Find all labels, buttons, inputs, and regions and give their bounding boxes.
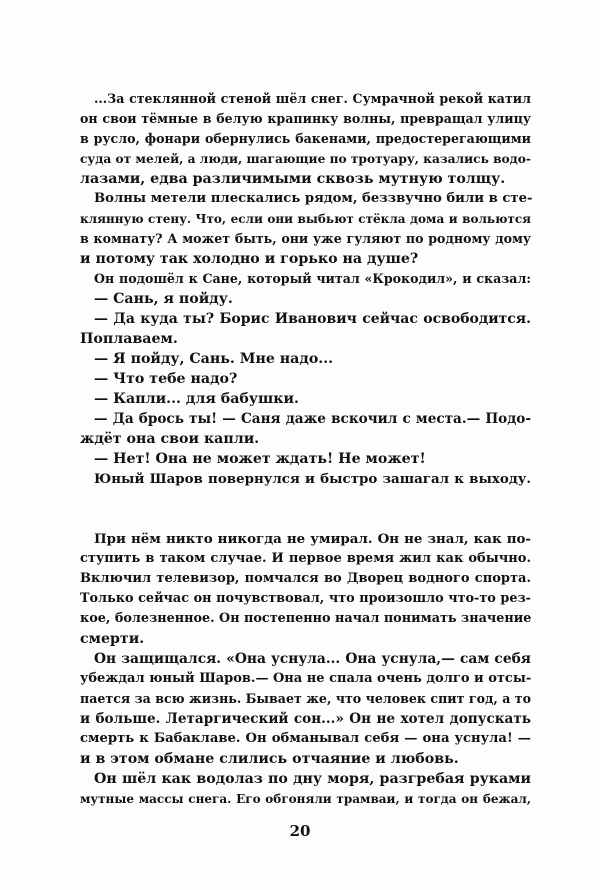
text-line: ...За стеклянной стеной шёл снег. Сумрачной рекой катил	[94, 91, 531, 106]
text-line: ждёт она свои капли.	[80, 431, 260, 447]
text-line: Включил телевизор, помчался во Дворец водного спорта.	[80, 571, 531, 586]
text-line: Он шёл как водолаз по дну моря, разгребая руками	[94, 771, 531, 787]
text-line: лазами, едва различимыми сквозь мутную толщу.	[80, 171, 506, 187]
text-line: — Нет! Она не может ждать! Не может!	[94, 451, 426, 467]
text-line: смерти.	[80, 631, 145, 647]
text-line: Волны метели плескались рядом, беззвучно били в сте-	[94, 191, 533, 206]
text-line: ступить в таком случае. И первое время жил как обычно.	[80, 551, 531, 566]
text-line: и в этом обмане слились отчаяние и любовь.	[80, 751, 459, 767]
text-line: и потому так холодно и горько на душе?	[80, 251, 419, 267]
text-line: Только сейчас он почувствовал, что произошло что-то рез-	[80, 591, 531, 606]
text-line: кое, болезненное. Он постепенно начал понимать значение	[80, 611, 532, 626]
text-line: Юный Шаров повернулся и быстро зашагал к выходу.	[94, 471, 531, 487]
text-line: — Да куда ты? Борис Иванович сейчас освободится.	[94, 311, 531, 327]
text-line: и больше. Летаргический сон...» Он не хотел допускать	[80, 711, 531, 727]
text-line: Он подошёл к Сане, который читал «Крокодил», и сказал:	[94, 271, 531, 286]
text-line: мутные массы снега. Его обгоняли трамваи, и тогда он бежал,	[80, 792, 531, 806]
text-line: — Капли... для бабушки.	[94, 391, 299, 407]
text-line: Поплаваем.	[80, 331, 178, 347]
text-line: — Да брось ты! — Саня даже вскочил с места.— Подо-	[94, 411, 531, 427]
text-line: Он защищался. «Она уснула... Она уснула,— сам себя	[94, 651, 531, 667]
text-line: — Что тебе надо?	[94, 371, 238, 387]
text-line: — Я пойду, Сань. Мне надо...	[94, 351, 334, 367]
text-line: При нём никто никогда не умирал. Он не знал, как по-	[94, 531, 531, 547]
text-line: убеждал юный Шаров.— Она не спала очень долго и отсы-	[80, 671, 532, 686]
text-line: клянную стену. Что, если они выбьют стёкла дома и вольются	[80, 212, 531, 226]
text-line: пается за всю жизнь. Бывает же, что человек спит год, а то	[80, 691, 531, 706]
text-line: в русло, фонари обернулись бакенами, предостерегающими	[80, 131, 531, 146]
page-number: 20	[289, 822, 311, 840]
text-line: он свои тёмные в белую крапинку волны, превращал улицу	[80, 111, 531, 126]
text-line: в комнату? А может быть, они уже гуляют по родному дому	[80, 231, 531, 246]
text-line: смерть к Бабаклаве. Он обманывал себя — она уснула! —	[80, 731, 531, 746]
text-line: — Сань, я пойду.	[94, 291, 233, 307]
text-line: суда от мелей, а люди, шагающие по тротуару, казались водо-	[80, 152, 531, 166]
